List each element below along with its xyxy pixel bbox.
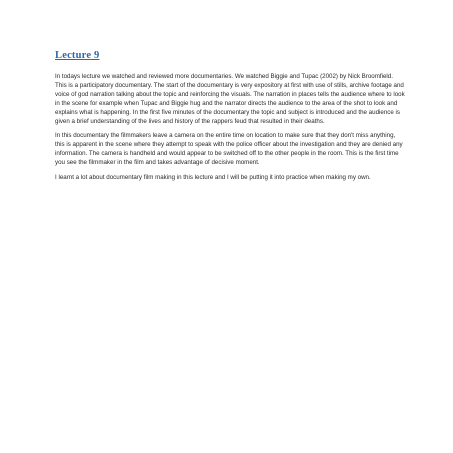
- paragraph-intro: In todays lecture we watched and reviewed more documentaries. We watched Biggie and Tupac (2002) by Nick Broomfield. This is a participatory documentary. The start of the documentary is very expository at first with use of stills, archive footage and voice of god narration talking about the topic and reinforcing the visuals. The narration in places tells the audience where to look in the scene for example when Tupac and Biggie hug and the narrator directs the audience to the area of the shot to look and explains what is happening. In the first five minutes of the documentary the topic and subject is introduced and the audience is given a brief understanding of the lives and history of the rappers feud that resulted in their deaths.: [55, 73, 405, 125]
- paragraph-conclusion: I learnt a lot about documentary film making in this lecture and I will be putting it into practice when making my own.: [55, 174, 371, 182]
- document-content: [55, 50, 405, 189]
- lecture-title: Lecture 9: [55, 50, 100, 61]
- paragraph-camera: In this documentary the filmmakers leave a camera on the entire time on location to make sure that they don't miss anything, this is apparent in the scene where they attempt to speak with the police officer about the investigation and they are denied any information. The camera is handheld and would appear to be switched off to the other people in the room. This is the first time you see the filmmaker in the film and takes advantage of decisive moment.: [55, 132, 403, 167]
